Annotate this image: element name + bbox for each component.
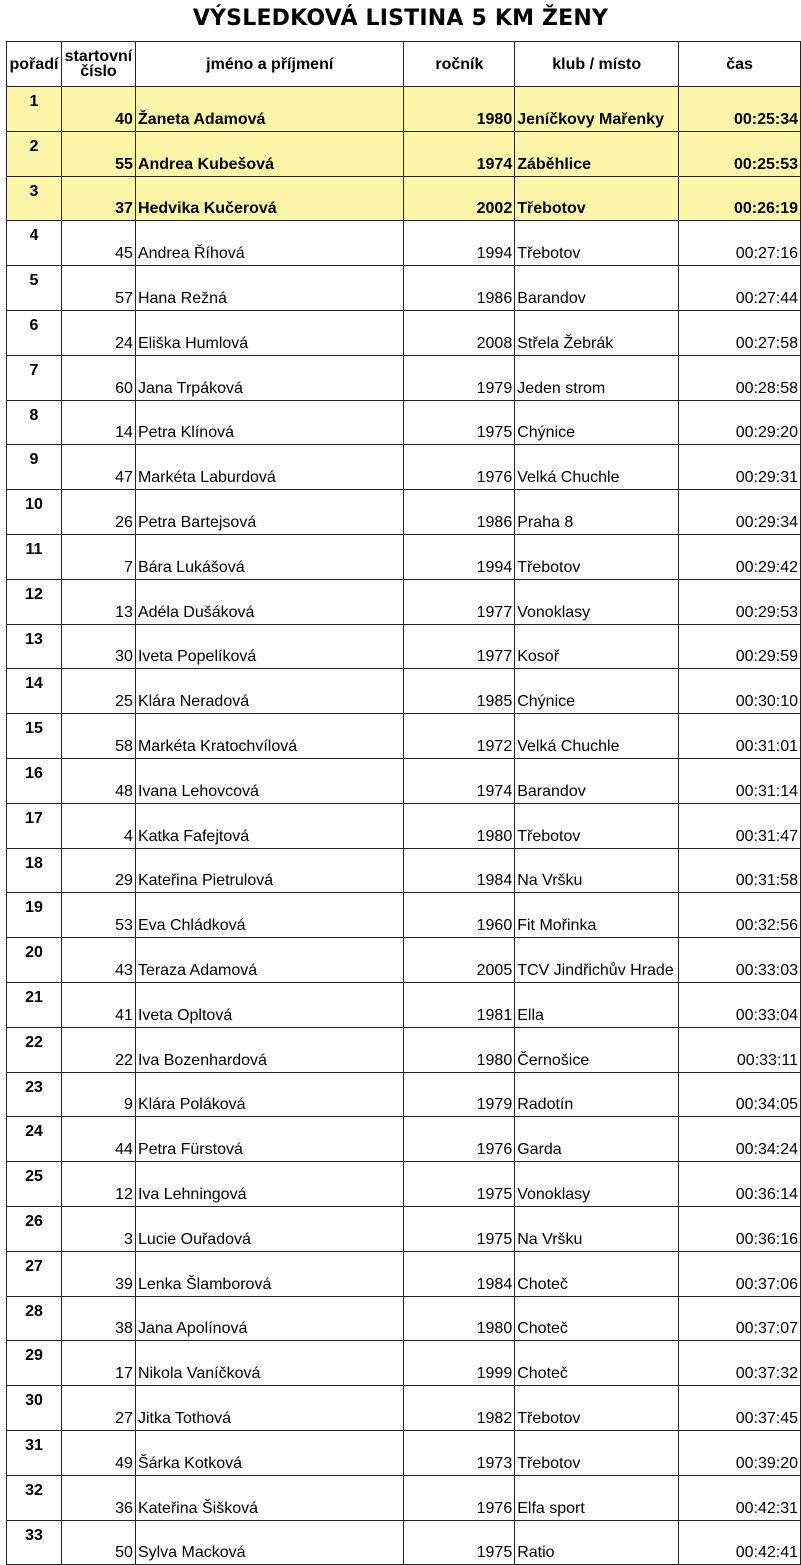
year-cell: 1974 <box>404 758 515 803</box>
name-cell: Lucie Ouřadová <box>135 1206 404 1251</box>
rank-cell: 5 <box>7 266 62 311</box>
start-number-cell: 29 <box>61 848 135 893</box>
table-row <box>7 1296 801 1341</box>
club-cell: Třebotov <box>515 1430 679 1475</box>
name-cell: Šárka Kotková <box>135 1430 404 1475</box>
table-row <box>7 803 801 848</box>
page-title: VÝSLEDKOVÁ LISTINA 5 KM ŽENY <box>192 6 609 31</box>
time-cell: 00:31:14 <box>679 758 801 803</box>
year-cell: 1980 <box>404 1027 515 1072</box>
year-cell: 1976 <box>404 1475 515 1520</box>
time-cell: 00:34:24 <box>679 1117 801 1162</box>
club-cell: Vonoklasy <box>515 579 679 624</box>
rank-cell: 26 <box>7 1206 62 1251</box>
club-cell: TCV Jindřichův Hrade <box>515 938 679 983</box>
year-cell: 1977 <box>404 579 515 624</box>
year-cell: 1984 <box>404 1251 515 1296</box>
year-cell: 1976 <box>404 1117 515 1162</box>
start-number-cell: 41 <box>61 982 135 1027</box>
rank-cell: 9 <box>7 445 62 490</box>
table-row <box>7 490 801 535</box>
time-cell: 00:34:05 <box>679 1072 801 1117</box>
club-cell: Elfa sport <box>515 1475 679 1520</box>
start-number-cell: 60 <box>61 355 135 400</box>
time-cell: 00:27:16 <box>679 221 801 266</box>
start-number-cell: 4 <box>61 803 135 848</box>
year-cell: 1994 <box>404 534 515 579</box>
start-number-cell: 55 <box>61 131 135 176</box>
name-cell: Andrea Říhová <box>135 221 404 266</box>
rank-cell: 4 <box>7 221 62 266</box>
name-cell: Žaneta Adamová <box>135 87 404 132</box>
name-cell: Hana Režná <box>135 266 404 311</box>
table-row <box>7 938 801 983</box>
time-cell: 00:31:47 <box>679 803 801 848</box>
name-cell: Adéla Dušáková <box>135 579 404 624</box>
name-cell: Sylva Macková <box>135 1520 404 1565</box>
club-cell: Radotín <box>515 1072 679 1117</box>
time-cell: 00:27:58 <box>679 310 801 355</box>
year-cell: 1994 <box>404 221 515 266</box>
rank-cell: 11 <box>7 534 62 579</box>
time-cell: 00:36:14 <box>679 1162 801 1207</box>
time-cell: 00:37:45 <box>679 1386 801 1431</box>
table-row <box>7 848 801 893</box>
time-cell: 00:29:53 <box>679 579 801 624</box>
time-cell: 00:25:53 <box>679 131 801 176</box>
club-cell: Kosoř <box>515 624 679 669</box>
header-start-number <box>61 42 135 87</box>
club-cell: Barandov <box>515 266 679 311</box>
club-cell: Jeden strom <box>515 355 679 400</box>
start-number-cell: 7 <box>61 534 135 579</box>
header-year: ročník <box>404 42 515 87</box>
club-cell: Vonoklasy <box>515 1162 679 1207</box>
rank-cell: 15 <box>7 714 62 759</box>
year-cell: 1982 <box>404 1386 515 1431</box>
rank-cell: 3 <box>7 176 62 221</box>
year-cell: 1980 <box>404 1296 515 1341</box>
rank-cell: 23 <box>7 1072 62 1117</box>
year-cell: 1980 <box>404 87 515 132</box>
table-row <box>7 758 801 803</box>
rank-cell: 28 <box>7 1296 62 1341</box>
results-table <box>6 41 801 1565</box>
rank-cell: 19 <box>7 893 62 938</box>
name-cell: Iveta Popelíková <box>135 624 404 669</box>
name-cell: Jana Apolínová <box>135 1296 404 1341</box>
table-row <box>7 131 801 176</box>
year-cell: 1975 <box>404 1206 515 1251</box>
table-row <box>7 221 801 266</box>
header-time: čas <box>679 42 801 87</box>
time-cell: 00:37:32 <box>679 1341 801 1386</box>
rank-cell: 12 <box>7 579 62 624</box>
time-cell: 00:33:04 <box>679 982 801 1027</box>
rank-cell: 30 <box>7 1386 62 1431</box>
year-cell: 1975 <box>404 400 515 445</box>
club-cell: Na Vršku <box>515 1206 679 1251</box>
name-cell: Petra Bartejsová <box>135 490 404 535</box>
time-cell: 00:27:44 <box>679 266 801 311</box>
start-number-cell: 58 <box>61 714 135 759</box>
start-number-cell: 30 <box>61 624 135 669</box>
start-number-cell: 53 <box>61 893 135 938</box>
name-cell: Iva Bozenhardová <box>135 1027 404 1072</box>
start-number-cell: 27 <box>61 1386 135 1431</box>
club-cell: Ella <box>515 982 679 1027</box>
start-number-cell: 36 <box>61 1475 135 1520</box>
name-cell: Teraza Adamová <box>135 938 404 983</box>
start-number-cell: 9 <box>61 1072 135 1117</box>
year-cell: 1975 <box>404 1162 515 1207</box>
year-cell: 1980 <box>404 803 515 848</box>
table-row <box>7 1430 801 1475</box>
name-cell: Bára Lukášová <box>135 534 404 579</box>
year-cell: 1999 <box>404 1341 515 1386</box>
rank-cell: 17 <box>7 803 62 848</box>
year-cell: 2002 <box>404 176 515 221</box>
table-row <box>7 400 801 445</box>
club-cell: Jeníčkovy Mařenky <box>515 87 679 132</box>
name-cell: Markéta Kratochvílová <box>135 714 404 759</box>
start-number-cell: 38 <box>61 1296 135 1341</box>
rank-cell: 25 <box>7 1162 62 1207</box>
table-row <box>7 1251 801 1296</box>
year-cell: 1981 <box>404 982 515 1027</box>
start-number-cell: 13 <box>61 579 135 624</box>
club-cell: Třebotov <box>515 534 679 579</box>
start-number-cell: 17 <box>61 1341 135 1386</box>
club-cell: Třebotov <box>515 221 679 266</box>
table-row <box>7 714 801 759</box>
club-cell: Choteč <box>515 1296 679 1341</box>
table-row <box>7 266 801 311</box>
time-cell: 00:31:58 <box>679 848 801 893</box>
name-cell: Petra Fürstová <box>135 1117 404 1162</box>
time-cell: 00:31:01 <box>679 714 801 759</box>
time-cell: 00:36:16 <box>679 1206 801 1251</box>
name-cell: Jitka Tothová <box>135 1386 404 1431</box>
year-cell: 1975 <box>404 1520 515 1565</box>
rank-cell: 2 <box>7 131 62 176</box>
club-cell: Velká Chuchle <box>515 714 679 759</box>
table-row <box>7 1520 801 1565</box>
club-cell: Na Vršku <box>515 848 679 893</box>
table-row <box>7 1475 801 1520</box>
rank-cell: 31 <box>7 1430 62 1475</box>
club-cell: Praha 8 <box>515 490 679 535</box>
club-cell: Třebotov <box>515 1386 679 1431</box>
rank-cell: 21 <box>7 982 62 1027</box>
time-cell: 00:37:07 <box>679 1296 801 1341</box>
start-number-cell: 50 <box>61 1520 135 1565</box>
start-number-cell: 43 <box>61 938 135 983</box>
club-cell: Střela Žebrák <box>515 310 679 355</box>
start-number-cell: 14 <box>61 400 135 445</box>
rank-cell: 16 <box>7 758 62 803</box>
year-cell: 2008 <box>404 310 515 355</box>
name-cell: Ivana Lehovcová <box>135 758 404 803</box>
rank-cell: 22 <box>7 1027 62 1072</box>
club-cell: Záběhlice <box>515 131 679 176</box>
year-cell: 2005 <box>404 938 515 983</box>
table-row <box>7 445 801 490</box>
name-cell: Iva Lehningová <box>135 1162 404 1207</box>
name-cell: Markéta Laburdová <box>135 445 404 490</box>
start-number-cell: 45 <box>61 221 135 266</box>
results-body <box>7 87 801 1565</box>
year-cell: 1977 <box>404 624 515 669</box>
header-rank: pořadí <box>7 42 62 87</box>
year-cell: 1979 <box>404 1072 515 1117</box>
table-row <box>7 982 801 1027</box>
rank-cell: 6 <box>7 310 62 355</box>
club-cell: Černošice <box>515 1027 679 1072</box>
time-cell: 00:32:56 <box>679 893 801 938</box>
table-row <box>7 624 801 669</box>
year-cell: 1973 <box>404 1430 515 1475</box>
year-cell: 1986 <box>404 490 515 535</box>
time-cell: 00:29:34 <box>679 490 801 535</box>
year-cell: 1974 <box>404 131 515 176</box>
rank-cell: 32 <box>7 1475 62 1520</box>
start-number-cell: 24 <box>61 310 135 355</box>
time-cell: 00:29:31 <box>679 445 801 490</box>
table-row <box>7 1206 801 1251</box>
rank-cell: 29 <box>7 1341 62 1386</box>
table-row <box>7 1027 801 1072</box>
table-row <box>7 1162 801 1207</box>
start-number-cell: 39 <box>61 1251 135 1296</box>
club-cell: Garda <box>515 1117 679 1162</box>
name-cell: Kateřina Pietrulová <box>135 848 404 893</box>
table-row <box>7 176 801 221</box>
club-cell: Chýnice <box>515 400 679 445</box>
club-cell: Chýnice <box>515 669 679 714</box>
start-number-cell: 44 <box>61 1117 135 1162</box>
header-name: jméno a příjmení <box>135 42 404 87</box>
name-cell: Klára Neradová <box>135 669 404 714</box>
start-number-cell: 40 <box>61 87 135 132</box>
club-cell: Choteč <box>515 1251 679 1296</box>
rank-cell: 7 <box>7 355 62 400</box>
year-cell: 1979 <box>404 355 515 400</box>
rank-cell: 24 <box>7 1117 62 1162</box>
start-number-cell: 26 <box>61 490 135 535</box>
year-cell: 1984 <box>404 848 515 893</box>
year-cell: 1985 <box>404 669 515 714</box>
time-cell: 00:26:19 <box>679 176 801 221</box>
time-cell: 00:33:11 <box>679 1027 801 1072</box>
time-cell: 00:39:20 <box>679 1430 801 1475</box>
time-cell: 00:25:34 <box>679 87 801 132</box>
start-number-cell: 25 <box>61 669 135 714</box>
time-cell: 00:42:41 <box>679 1520 801 1565</box>
name-cell: Kateřina Šišková <box>135 1475 404 1520</box>
start-number-cell: 49 <box>61 1430 135 1475</box>
name-cell: Klára Poláková <box>135 1072 404 1117</box>
club-cell: Choteč <box>515 1341 679 1386</box>
header-start-number-label: startovní číslo <box>64 48 133 80</box>
rank-cell: 14 <box>7 669 62 714</box>
table-row <box>7 893 801 938</box>
name-cell: Lenka Šlamborová <box>135 1251 404 1296</box>
header-club: klub / místo <box>515 42 679 87</box>
time-cell: 00:29:20 <box>679 400 801 445</box>
club-cell: Ratio <box>515 1520 679 1565</box>
name-cell: Katka Fafejtová <box>135 803 404 848</box>
year-cell: 1960 <box>404 893 515 938</box>
table-row <box>7 1117 801 1162</box>
rank-cell: 20 <box>7 938 62 983</box>
club-cell: Třebotov <box>515 803 679 848</box>
year-cell: 1972 <box>404 714 515 759</box>
rank-cell: 13 <box>7 624 62 669</box>
table-row <box>7 355 801 400</box>
club-cell: Fit Mořinka <box>515 893 679 938</box>
table-row <box>7 579 801 624</box>
start-number-cell: 22 <box>61 1027 135 1072</box>
start-number-cell: 12 <box>61 1162 135 1207</box>
time-cell: 00:37:06 <box>679 1251 801 1296</box>
start-number-cell: 48 <box>61 758 135 803</box>
name-cell: Andrea Kubešová <box>135 131 404 176</box>
time-cell: 00:28:58 <box>679 355 801 400</box>
name-cell: Petra Klínová <box>135 400 404 445</box>
year-cell: 1986 <box>404 266 515 311</box>
rank-cell: 10 <box>7 490 62 535</box>
table-row <box>7 669 801 714</box>
name-cell: Iveta Opltová <box>135 982 404 1027</box>
time-cell: 00:29:59 <box>679 624 801 669</box>
table-row <box>7 534 801 579</box>
year-cell: 1976 <box>404 445 515 490</box>
table-row <box>7 310 801 355</box>
table-row <box>7 1072 801 1117</box>
time-cell: 00:42:31 <box>679 1475 801 1520</box>
time-cell: 00:33:03 <box>679 938 801 983</box>
name-cell: Eva Chládková <box>135 893 404 938</box>
club-cell: Třebotov <box>515 176 679 221</box>
name-cell: Nikola Vaníčková <box>135 1341 404 1386</box>
time-cell: 00:30:10 <box>679 669 801 714</box>
table-header-row <box>7 42 801 87</box>
start-number-cell: 47 <box>61 445 135 490</box>
rank-cell: 8 <box>7 400 62 445</box>
rank-cell: 27 <box>7 1251 62 1296</box>
start-number-cell: 37 <box>61 176 135 221</box>
club-cell: Velká Chuchle <box>515 445 679 490</box>
start-number-cell: 57 <box>61 266 135 311</box>
time-cell: 00:29:42 <box>679 534 801 579</box>
rank-cell: 18 <box>7 848 62 893</box>
start-number-cell: 3 <box>61 1206 135 1251</box>
rank-cell: 33 <box>7 1520 62 1565</box>
name-cell: Eliška Humlová <box>135 310 404 355</box>
club-cell: Barandov <box>515 758 679 803</box>
rank-cell: 1 <box>7 87 62 132</box>
table-row <box>7 1386 801 1431</box>
name-cell: Hedvika Kučerová <box>135 176 404 221</box>
table-row <box>7 87 801 132</box>
name-cell: Jana Trpáková <box>135 355 404 400</box>
